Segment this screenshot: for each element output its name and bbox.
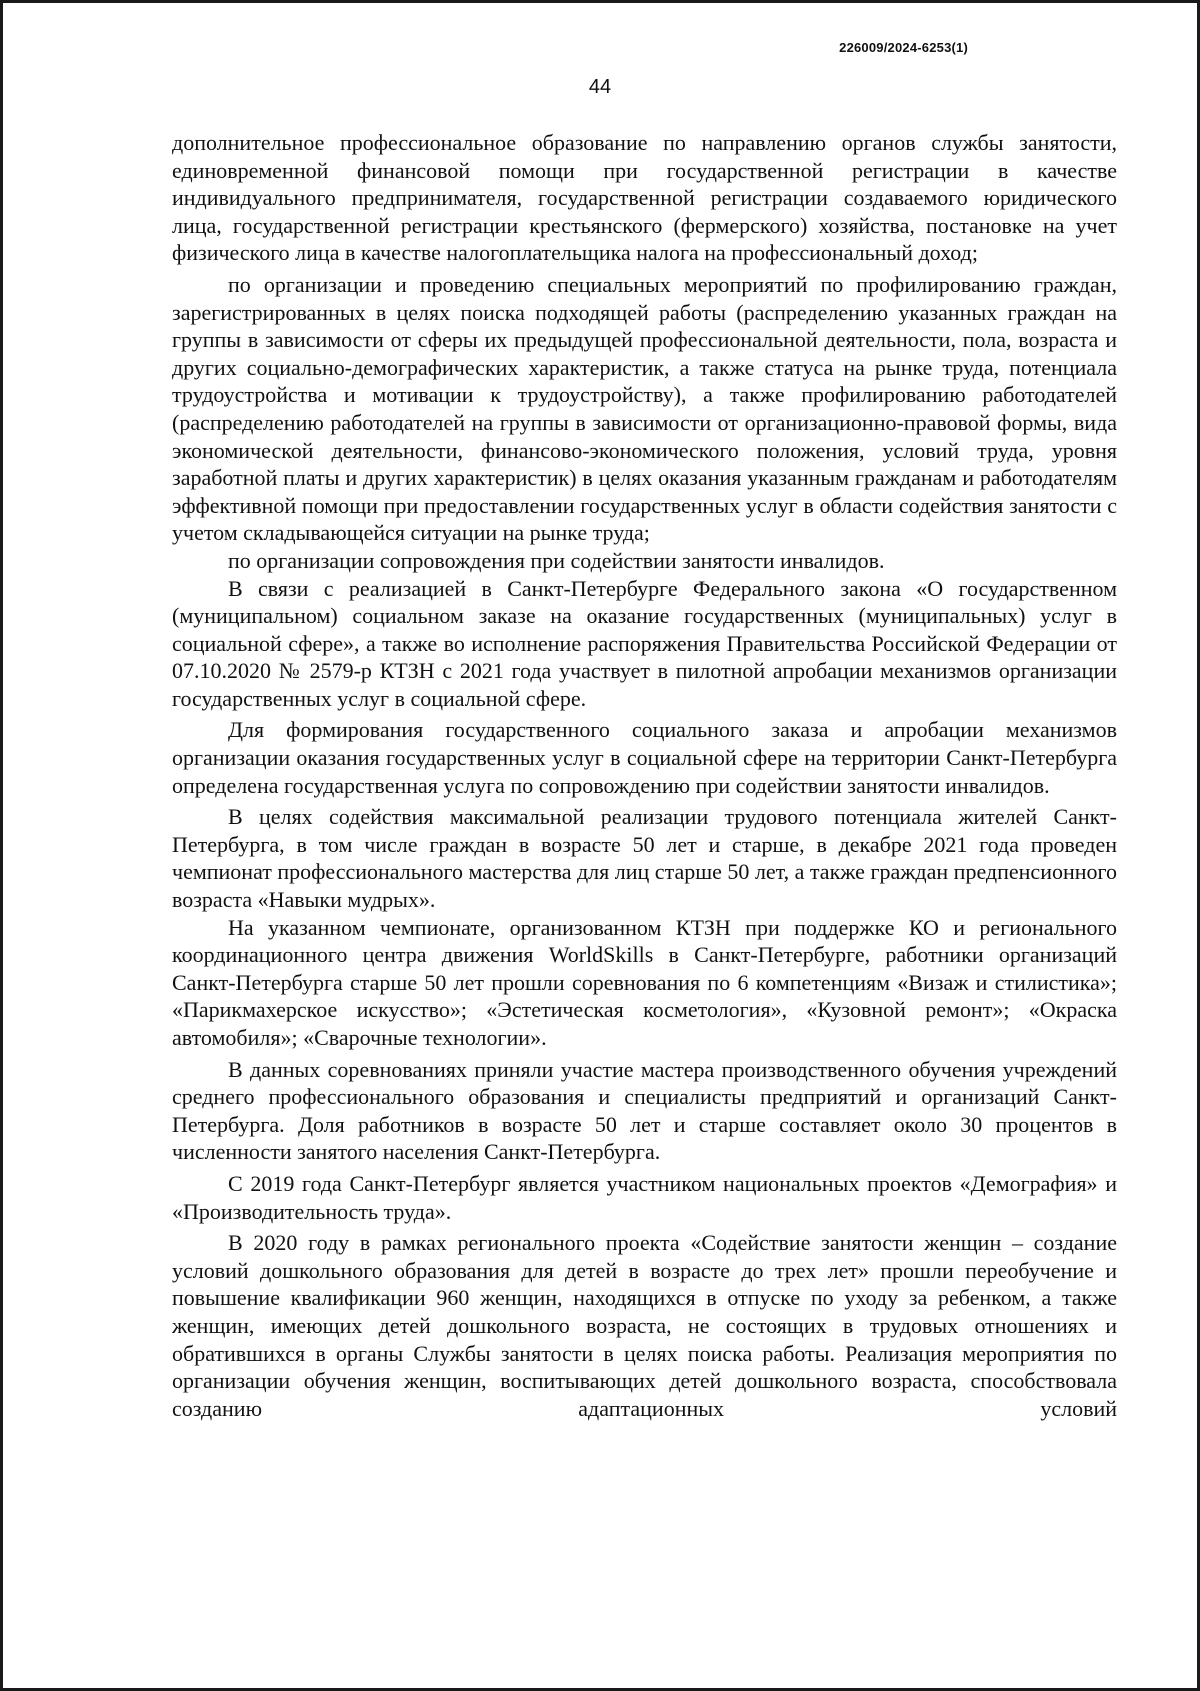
paragraph-disabled-support: по организации сопровождения при содействии занятости инвалидов. [228,547,885,573]
scan-edge-left [0,0,3,1691]
page-body [172,129,1117,1422]
document-number: 226009/2024-6253(1) [839,40,968,55]
paragraph-national-projects: С 2019 года Санкт-Петербург является участником национальных проектов «Демография» и «Производительность труда». [172,1170,1117,1224]
page-number: 44 [588,76,612,98]
paragraph-social-order-law: В связи с реализацией в Санкт-Петербурге Федерального закона «О государственном (муниципальном) социальном заказе на оказание государственных (муниципальных) услуг в социальной сфере», а также во исполнение распоряжения Правительства Российской Федерации от 07.10.2020 № 2579-р КТЗН с 2021 года участвует в пилотной апробации механизмов организации государственных услуг в социальной сфере. [172,575,1117,711]
paragraph-state-social-order: Для формирования государственного социального заказа и апробации механизмов организации оказания государственных услуг в социальной сфере на территории Санкт-Петербурга определена государственная услуга по сопровождению при содействии занятости инвалидов. [172,717,1117,798]
paragraph-profiling: по организации и проведению специальных мероприятий по профилированию граждан, зарегистрированных в целях поиска подходящей работы (распределению указанных граждан на группы в зависимости от сферы их предыдущей профессиональной деятельности, пола, возраста и других социально-демографических характеристик, а также статуса на рынке труда, потенциала трудоустройства и мотивации к трудоустройству), а также профилированию работодателей (распределению работодателей на группы в зависимости от организационно-правовой формы, вида экономической деятельности, финансово-экономического положения, условий труда, уровня заработной платы и других характеристик) в целях оказания указанным гражданам и работодателям эффективной помощи при предоставлении государственных услуг в области содействия занятости с учетом складывающейся ситуации на рынке труда; [172,271,1117,546]
paragraph-championship: В целях содействия максимальной реализации трудового потенциала жителей Санкт-Петербурга, в том числе граждан в возрасте 50 лет и старше, в декабре 2021 года проведен чемпионат профессионального мастерства для лиц старше 50 лет, а также граждан предпенсионного возраста «Навыки мудрых». [172,804,1117,913]
paragraph-continuation: дополнительное профессиональное образование по направлению органов службы занятости, единовременной финансовой помощи при государственной регистрации в качестве индивидуального предпринимателя, государственной регистрации создаваемого юридического лица, государственной регистрации крестьянского (фермерского) хозяйства, постановке на учет физического лица в качестве налогоплательщика налога на профессиональный доход; [172,130,1117,266]
paragraph-competition-participants: В данных соревнованиях приняли участие мастера производственного обучения учреждений среднего профессионального образования и специалисты предприятий и организаций Санкт-Петербурга. Доля работников в возрасте 50 лет и старше составляет около 30 процентов в численности занятого населения Санкт-Петербурга. [172,1056,1117,1165]
paragraph-worldskills: На указанном чемпионате, организованном КТЗН при поддержке КО и регионального координационного центра движения WorldSkills в Санкт-Петербурге, работники организаций Санкт-Петербурга старше 50 лет прошли соревнования по 6 компетенциям «Визаж и стилистика»; «Парикмахерское искусство»; «Эстетическая косметология», «Кузовной ремонт»; «Окраска автомобиля»; «Сварочные технологии». [172,914,1117,1050]
scan-edge-top [0,0,1200,3]
paragraph-women-employment: В 2020 году в рамках регионального проекта «Содействие занятости женщин – создание условий дошкольного образования для детей в возрасте до трех лет» прошли переобучение и повышение квалификации 960 женщин, находящихся в отпуске по уходу за ребенком, а также женщин, имеющих детей дошкольного возраста, не состоящих в трудовых отношениях и обратившихся в органы Службы занятости в целях поиска работы. Реализация мероприятия по организации обучения женщин, воспитывающих детей дошкольного возраста, способствовала созданию адаптационных условий [172,1230,1117,1421]
